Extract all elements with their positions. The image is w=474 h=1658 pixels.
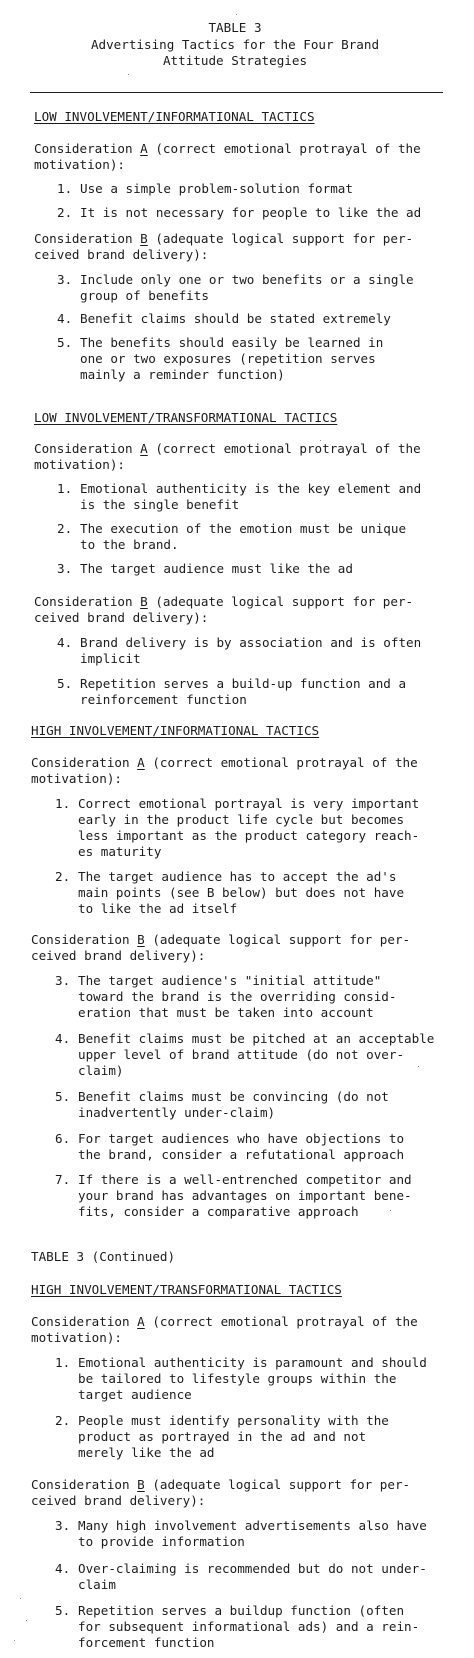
list-item-number: 3. bbox=[55, 973, 71, 988]
list-item-number: 6. bbox=[55, 1131, 71, 1146]
list-item: Many high involvement advertisements also have bbox=[78, 1518, 427, 1533]
list-item-continuation: group of benefits bbox=[80, 288, 209, 303]
list-item-number: 5. bbox=[55, 1089, 71, 1104]
list-item: Repetition serves a buildup function (often bbox=[78, 1603, 405, 1618]
list-item: Brand delivery is by association and is often bbox=[80, 635, 422, 650]
scan-speck bbox=[128, 74, 129, 75]
list-item-number: 1. bbox=[57, 181, 73, 196]
scan-speck bbox=[20, 1598, 21, 1599]
list-item-continuation: toward the brand is the overriding consid- bbox=[78, 989, 397, 1004]
list-item-continuation: your brand has advantages on important bene- bbox=[78, 1188, 412, 1203]
consideration-b-subline: ceived brand delivery): bbox=[34, 610, 209, 625]
scan-speck bbox=[320, 440, 321, 441]
scan-speck bbox=[26, 1620, 27, 1621]
list-item: Emotional authenticity is paramount and should bbox=[78, 1355, 427, 1370]
table-title-line-1: Advertising Tactics for the Four Brand bbox=[90, 37, 380, 52]
list-item: Benefit claims should be stated extremely bbox=[80, 311, 391, 326]
list-item-number: 4. bbox=[55, 1561, 71, 1576]
list-item: Correct emotional portrayal is very important bbox=[78, 796, 420, 811]
list-item-continuation: for subsequent informational ads) and a rein- bbox=[78, 1619, 420, 1634]
list-item-continuation: claim bbox=[78, 1577, 116, 1592]
consideration-a-subline: motivation): bbox=[31, 1330, 122, 1345]
scan-speck bbox=[14, 1640, 15, 1641]
consideration-b-subline: ceived brand delivery): bbox=[31, 948, 206, 963]
list-item-number: 3. bbox=[57, 272, 73, 287]
list-item-number: 1. bbox=[55, 1355, 71, 1370]
consideration-b-heading: Consideration B (adequate logical support for per- bbox=[31, 932, 411, 947]
table-continued-label: TABLE 3 (Continued) bbox=[31, 1249, 176, 1264]
list-item: The benefits should easily be learned in bbox=[80, 335, 384, 350]
list-item: If there is a well-entrenched competitor and bbox=[78, 1172, 412, 1187]
consideration-b-heading: Consideration B (adequate logical support for per- bbox=[34, 594, 414, 609]
consideration-b-subline: ceived brand delivery): bbox=[31, 1493, 206, 1508]
consideration-b-subline: ceived brand delivery): bbox=[34, 247, 209, 262]
consideration-a-subline: motivation): bbox=[31, 771, 122, 786]
list-item: The target audience's "initial attitude" bbox=[78, 973, 382, 988]
list-item: Repetition serves a build-up function and a bbox=[80, 676, 407, 691]
list-item-continuation: target audience bbox=[78, 1387, 192, 1402]
list-item-continuation: inadvertently under-claim) bbox=[78, 1105, 276, 1120]
consideration-a-heading: Consideration A (correct emotional protrayal of the bbox=[34, 141, 421, 156]
list-item-number: 1. bbox=[55, 796, 71, 811]
list-item-continuation: be tailored to lifestyle groups within the bbox=[78, 1371, 397, 1386]
list-item-continuation: less important as the product category reach- bbox=[78, 828, 420, 843]
consideration-b-heading: Consideration B (adequate logical support for per- bbox=[34, 231, 414, 246]
consideration-a-heading: Consideration A (correct emotional protrayal of the bbox=[31, 1314, 418, 1329]
table-title-line-2: Attitude Strategies bbox=[162, 53, 308, 68]
consideration-a-subline: motivation): bbox=[34, 157, 125, 172]
list-item-continuation: fits, consider a comparative approach bbox=[78, 1204, 359, 1219]
list-item-number: 2. bbox=[57, 205, 73, 220]
list-item: It is not necessary for people to like the ad bbox=[80, 205, 422, 220]
list-item: The execution of the emotion must be unique bbox=[80, 521, 407, 536]
list-item-continuation: product as portrayed in the ad and not bbox=[78, 1429, 367, 1444]
list-item-number: 7. bbox=[55, 1172, 71, 1187]
section-heading-low-transformational: LOW INVOLVEMENT/TRANSFORMATIONAL TACTICS bbox=[34, 410, 338, 425]
list-item-continuation: mainly a reminder function) bbox=[80, 367, 285, 382]
list-item-continuation: eration that must be taken into account bbox=[78, 1005, 374, 1020]
list-item-number: 2. bbox=[57, 521, 73, 536]
list-item-continuation: to like the ad itself bbox=[78, 901, 238, 916]
list-item: Benefit claims must be convincing (do not bbox=[78, 1089, 389, 1104]
list-item: Use a simple problem-solution format bbox=[80, 181, 353, 196]
list-item: Over-claiming is recommended but do not under- bbox=[78, 1561, 427, 1576]
list-item-number: 5. bbox=[57, 676, 73, 691]
list-item-continuation: claim) bbox=[78, 1063, 124, 1078]
consideration-b-heading: Consideration B (adequate logical support for per- bbox=[31, 1477, 411, 1492]
list-item-number: 2. bbox=[55, 869, 71, 884]
consideration-a-subline: motivation): bbox=[34, 457, 125, 472]
list-item: Benefit claims must be pitched at an acceptable bbox=[78, 1031, 435, 1046]
list-item-number: 3. bbox=[57, 561, 73, 576]
list-item: Emotional authenticity is the key element and bbox=[80, 481, 422, 496]
list-item-continuation: forcement function bbox=[78, 1635, 215, 1650]
scan-speck bbox=[390, 1210, 391, 1211]
list-item-continuation: the brand, consider a refutational approach bbox=[78, 1147, 405, 1162]
list-item-number: 5. bbox=[55, 1603, 71, 1618]
list-item: The target audience has to accept the ad's bbox=[78, 869, 397, 884]
list-item-continuation: reinforcement function bbox=[80, 692, 247, 707]
list-item-continuation: one or two exposures (repetition serves bbox=[80, 351, 376, 366]
list-item-continuation: main points (see B below) but does not have bbox=[78, 885, 405, 900]
list-item-continuation: to the brand. bbox=[80, 537, 179, 552]
list-item-continuation: es maturity bbox=[78, 844, 162, 859]
list-item-number: 4. bbox=[57, 311, 73, 326]
list-item-number: 4. bbox=[57, 635, 73, 650]
list-item-continuation: upper level of brand attitude (do not over- bbox=[78, 1047, 405, 1062]
consideration-a-heading: Consideration A (correct emotional protrayal of the bbox=[31, 755, 418, 770]
list-item-continuation: to provide information bbox=[78, 1534, 245, 1549]
list-item-number: 5. bbox=[57, 335, 73, 350]
scan-speck bbox=[236, 14, 237, 15]
section-heading-high-informational: HIGH INVOLVEMENT/INFORMATIONAL TACTICS bbox=[31, 723, 320, 738]
list-item-continuation: is the single benefit bbox=[80, 497, 240, 512]
list-item: Include only one or two benefits or a single bbox=[80, 272, 414, 287]
list-item: For target audiences who have objections to bbox=[78, 1131, 405, 1146]
table-label: TABLE 3 bbox=[208, 20, 262, 35]
list-item-continuation: merely like the ad bbox=[78, 1445, 215, 1460]
list-item-number: 4. bbox=[55, 1031, 71, 1046]
section-heading-high-transformational: HIGH INVOLVEMENT/TRANSFORMATIONAL TACTICS bbox=[31, 1282, 342, 1297]
list-item-continuation: early in the product life cycle but becomes bbox=[78, 812, 405, 827]
list-item-number: 1. bbox=[57, 481, 73, 496]
section-heading-low-informational: LOW INVOLVEMENT/INFORMATIONAL TACTICS bbox=[34, 109, 315, 124]
list-item: People must identify personality with the bbox=[78, 1413, 389, 1428]
list-item-number: 2. bbox=[55, 1413, 71, 1428]
consideration-a-heading: Consideration A (correct emotional protrayal of the bbox=[34, 441, 421, 456]
list-item-continuation: implicit bbox=[80, 651, 141, 666]
list-item: The target audience must like the ad bbox=[80, 561, 353, 576]
scan-speck bbox=[418, 1066, 419, 1067]
title-rule bbox=[30, 92, 443, 93]
list-item-number: 3. bbox=[55, 1518, 71, 1533]
